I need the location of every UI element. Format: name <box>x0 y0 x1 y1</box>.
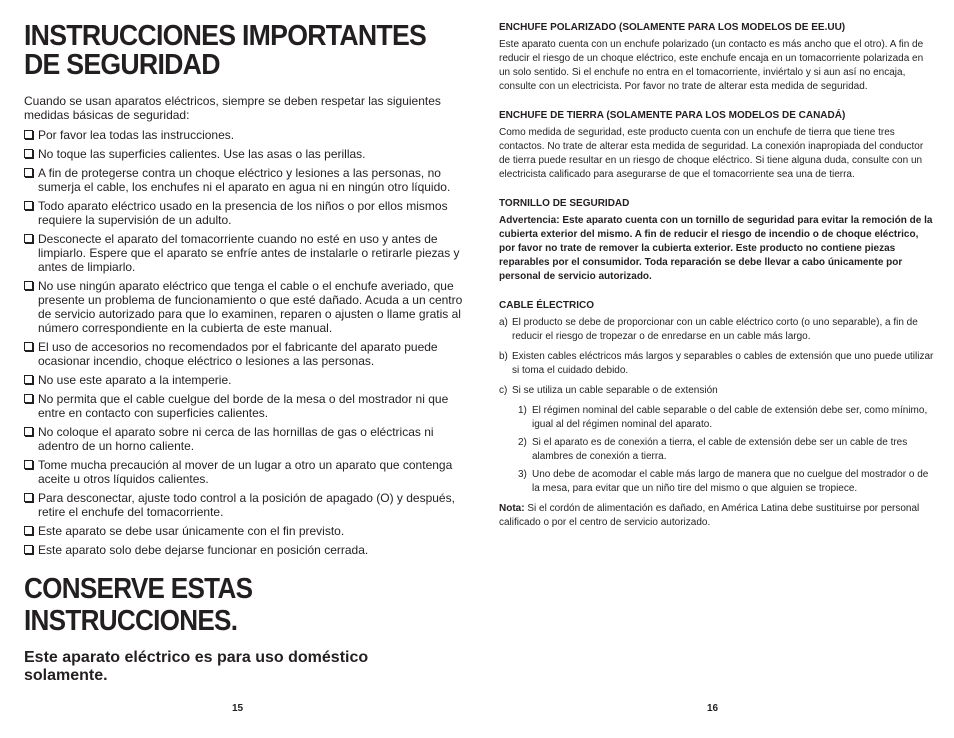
checkbox-icon <box>24 130 33 139</box>
checkbox-icon <box>24 201 33 210</box>
cord-sub-list <box>518 404 934 496</box>
ground-plug-section <box>499 110 934 182</box>
electric-cord-section <box>499 300 934 530</box>
checklist-item: Este aparato se debe usar únicamente con el fin previsto. <box>24 524 464 538</box>
polarized-plug-section <box>499 22 934 94</box>
checklist-item: No use ningún aparato eléctrico que tenga el cable o el enchufe averiado, que presente un problema de funcionamiento o que esté dañado. Acuda a un centro de servicio autorizado para que lo examinen, reparen o ajusten o llame gratis al número correspondiente en la cubierta de este manual. <box>24 279 464 335</box>
checklist-item: Para desconectar, ajuste todo control a la posición de apagado (O) y después, retire el enchufe del tomacorriente. <box>24 491 464 519</box>
checklist-item: No toque las superficies calientes. Use las asas o las perillas. <box>24 147 464 161</box>
safety-screw-heading: TORNILLO DE SEGURIDAD <box>499 198 630 209</box>
checklist-item: Por favor lea todas las instrucciones. <box>24 128 464 142</box>
checklist-item: Tome mucha precaución al mover de un lugar a otro un aparato que contenga aceite u otros líquidos calientes. <box>24 458 464 486</box>
checkbox-icon <box>24 375 33 384</box>
checkbox-icon <box>24 427 33 436</box>
page-number-left: 15 <box>232 703 244 714</box>
checklist-item: Este aparato solo debe dejarse funcionar en posición cerrada. <box>24 543 464 557</box>
household-use-notice: Este aparato eléctrico es para uso doméstico solamente. <box>24 649 369 684</box>
checkbox-icon <box>24 394 33 403</box>
cord-sub-item: 2) Si el aparato es de conexión a tierra, el cable de extensión debe ser un cable de tres alambres de conexión a tierra. <box>518 437 908 462</box>
cord-sub-item: 3) Uno debe de acomodar el cable más largo de manera que no cuelgue del mostrador o de la mesa, para evitar que un niño tire del mismo o que alguien se tropiece. <box>518 469 929 494</box>
checklist-item: No coloque el aparato sobre ni cerca de las hornillas de gas o eléctricas ni adentro de un horno caliente. <box>24 425 464 453</box>
note-text: Nota: Si el cordón de alimentación es dañado, en América Latina debe sustituirse por personal calificado o por el centro de servicio autorizado. <box>499 503 920 528</box>
checklist-item: Todo aparato eléctrico usado en la presencia de los niños o por ellos mismos requiere la supervisión de un adulto. <box>24 199 464 227</box>
note-label: Nota: <box>499 503 525 514</box>
safety-checklist <box>24 128 464 557</box>
checkbox-icon <box>24 526 33 535</box>
cord-list <box>499 316 934 496</box>
ground-plug-text: Como medida de seguridad, este producto cuenta con un enchufe de tierra que tiene tres contactos. No trate de alterar esta medida de seguridad. La conexión inapropiada del conductor de tierra puede resultar en un riesgo de choque eléctrico. Si tiene alguna duda, consulte con un electricista calificado para asegurarse de que el tomacorriente sea una de tierra. <box>499 127 924 180</box>
checkbox-icon <box>24 168 33 177</box>
title-line-2: DE SEGURIDAD <box>24 49 220 81</box>
checklist-item: No use este aparato a la intemperie. <box>24 373 464 387</box>
polarized-plug-heading: ENCHUFE POLARIZADO (SOLAMENTE PARA LOS MODELOS DE EE.UU) <box>499 22 846 33</box>
intro-text: Cuando se usan aparatos eléctricos, siempre se deben respetar las siguientes medidas básicas de seguridad: <box>24 94 441 122</box>
checkbox-icon <box>24 493 33 502</box>
right-page <box>477 0 954 738</box>
page-number-right: 16 <box>707 703 719 714</box>
checkbox-icon <box>24 460 33 469</box>
title-line-1: INSTRUCCIONES IMPORTANTES <box>24 20 427 52</box>
checkbox-icon <box>24 545 33 554</box>
cord-list-item: a) El producto se debe de proporcionar con un cable eléctrico corto (o uno separable), a fin de reducir el riesgo de tropezar o de enredarse en un cable más largo. <box>499 317 918 342</box>
checkbox-icon <box>24 342 33 351</box>
checklist-item: El uso de accesorios no recomendados por el fabricante del aparato puede ocasionar incendio, choque eléctrico o lesiones a las personas. <box>24 340 464 368</box>
checkbox-icon <box>24 281 33 290</box>
checkbox-icon <box>24 234 33 243</box>
save-instructions-heading: CONSERVE ESTAS INSTRUCCIONES. <box>24 573 253 637</box>
checklist-item: No permita que el cable cuelgue del borde de la mesa o del mostrador ni que entre en contacto con superficies calientes. <box>24 392 464 420</box>
polarized-plug-text: Este aparato cuenta con un enchufe polarizado (un contacto es más ancho que el otro). A fin de reducir el riesgo de un choque eléctrico, este enchufe encaja en un tomacorriente polarizada en un solo sentido. Si el enchufe no entra en el tomacorriente, inviértalo y si aun así no encaja, consulte con un electricista. Por favor no trate de alterar esta medida de seguridad. <box>499 39 924 92</box>
checklist-item: A fin de protegerse contra un choque eléctrico y lesiones a las personas, no sumerja el cable, los enchufes ni el aparato en agua ni en ningún otro líquido. <box>24 166 464 194</box>
ground-plug-heading: ENCHUFE DE TIERRA (SOLAMENTE PARA LOS MODELOS DE CANADÁ) <box>499 110 846 121</box>
safety-screw-section <box>499 198 934 284</box>
checkbox-icon <box>24 149 33 158</box>
electric-cord-heading: CABLE ÉLECTRICO <box>499 300 594 311</box>
cord-list-item: b) Existen cables eléctricos más largos y separables o cables de extensión que uno puede utilizar si toma el cuidado debido. <box>499 351 934 376</box>
checklist-item: Desconecte el aparato del tomacorriente cuando no esté en uso y antes de limpiarlo. Espere que el aparato se enfríe antes de instalarle o retirarle piezas y antes de limpiarlo. <box>24 232 464 274</box>
cord-list-item: c) Si se utiliza un cable separable o de extensión 1) El régimen nominal del cable separable o del cable de extensión debe ser, como mínimo, igual al del régimen nominal del aparato. 2) Si el aparato es de conexión a tierra, el cable de extensión debe ser un cable de tres alambres de conexión a tierra. 3) Uno debe de acomodar el cable más largo de manera que no cuelgue del mostrador o de la mesa, para evitar que un niño tire del mismo o que alguien se tropiece. <box>499 384 934 496</box>
cord-sub-item: 1) El régimen nominal del cable separable o del cable de extensión debe ser, como mínimo, igual al del régimen nominal del aparato. <box>518 405 928 430</box>
safety-screw-warning: Advertencia: Este aparato cuenta con un tornillo de seguridad para evitar la remoción de la cubierta exterior del mismo. A fin de reducir el riesgo de incendio o de choque eléctrico, por favor no trate de remover la cubierta exterior. Este producto no contiene piezas reparables por el consumidor. Toda reparación se debe llevar a cabo únicamente por personal de servicio autorizado. <box>499 215 933 282</box>
page-title <box>24 22 456 80</box>
